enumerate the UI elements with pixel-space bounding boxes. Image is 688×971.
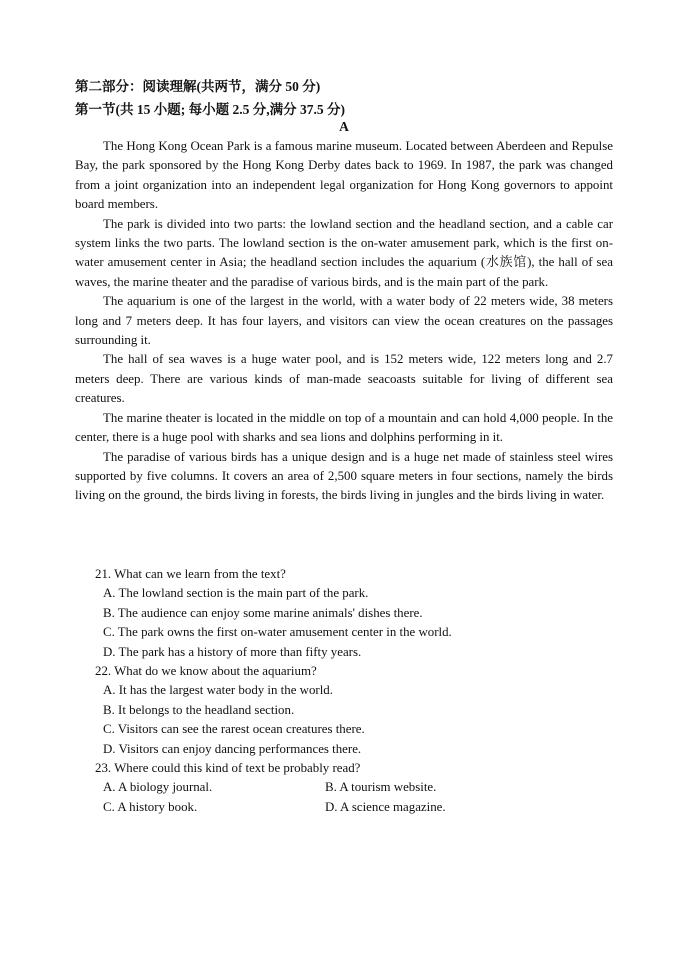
question-23 [95, 759, 615, 817]
paragraph: The park is divided into two parts: the lowland section and the headland section, and a cable car system links the two parts. The lowland section is the on-water amusement park, which is the first on-water amusement center in Asia; the headland section includes the aquarium (水族馆), the hall of sea waves, the marine theater and the paradise of various birds, and is the main part of the park. [75, 216, 613, 289]
option-d: D. A science magazine. [325, 799, 446, 814]
option-c: C. The park owns the first on-water amusement center in the world. [103, 625, 452, 640]
paragraph: The hall of sea waves is a huge water pool, and is 152 meters wide, 122 meters long and 2.7 meters deep. There are various kinds of man-made seacoasts suitable for living of different sea creatures. [75, 352, 613, 406]
option-c: C. Visitors can see the rarest ocean creatures there. [103, 722, 365, 737]
question-list [95, 565, 615, 817]
question-stem: 21. What can we learn from the text? [95, 567, 286, 581]
option-b: B. It belongs to the headland section. [103, 702, 295, 717]
option-b: B. The audience can enjoy some marine animals' dishes there. [103, 605, 423, 620]
option-b: B. A tourism website. [325, 780, 437, 795]
paragraph: The marine theater is located in the middle on top of a mountain and can hold 4,000 people. In the center, there is a huge pool with sharks and sea lions and dolphins performing in it. [75, 410, 613, 445]
question-21 [95, 565, 615, 662]
question-stem: 23. Where could this kind of text be probably read? [95, 761, 361, 776]
option-row [95, 778, 615, 797]
option-row [95, 798, 615, 817]
question-22 [95, 662, 615, 759]
passage-label: A [339, 119, 349, 134]
option-c: C. A history book. [103, 799, 198, 814]
paragraph: The Hong Kong Ocean Park is a famous marine museum. Located between Aberdeen and Repulse Bay, the park sponsored by the Hong Kong Derby dates back to 1969. In 1987, the park was changed from a joint organization into an independent legal organization for Hong Kong governors to appoint board members. [75, 139, 613, 212]
paragraph: The aquarium is one of the largest in the world, with a water body of 22 meters wide, 38 meters long and 7 meters deep. It has four layers, and visitors can view the ocean creatures on the passages surrounding it. [75, 294, 613, 348]
option-a: A. The lowland section is the main part of the park. [103, 586, 369, 601]
subsection-heading: 第一节(共 15 小题; 每小题 2.5 分,满分 37.5 分) [75, 102, 345, 117]
question-stem: 22. What do we know about the aquarium? [95, 664, 317, 679]
option-a: A. A biology journal. [103, 780, 213, 795]
reading-passage [75, 137, 613, 506]
option-d: D. The park has a history of more than fifty years. [103, 644, 362, 659]
paragraph: The paradise of various birds has a unique design and is a huge net made of stainless steel wires supported by five columns. It covers an area of 2,500 square meters in four sections, namely the birds living on the ground, the birds living in forests, the birds living in jungles and the birds living in water. [75, 449, 613, 503]
option-d: D. Visitors can enjoy dancing performances there. [103, 741, 362, 756]
section-heading: 第二部分：阅读理解(共两节，满分 50 分) [75, 79, 321, 94]
option-a: A. It has the largest water body in the world. [103, 683, 333, 698]
